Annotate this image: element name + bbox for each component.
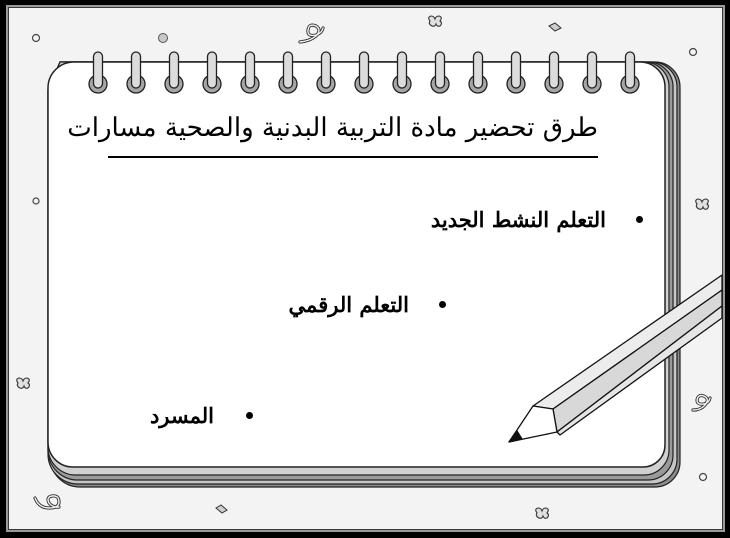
slide-title: طرق تحضير مادة التربية البدنية والصحية مسارات [67,113,598,143]
circle-doodle-icon [159,34,168,43]
bullet-dot-icon [636,216,643,223]
notebook-rings [89,52,639,93]
bullet-dot-icon [246,412,253,419]
bullet-text: التعلم الرقمي [288,292,409,317]
bullet-text: المسرد [149,403,214,428]
bullet-item [431,207,643,232]
bullet-item [150,403,253,428]
title-underline [108,156,598,158]
bullet-dot-icon [439,301,446,308]
bullet-text: التعلم النشط الجديد [430,207,606,232]
bullet-item [289,292,446,317]
